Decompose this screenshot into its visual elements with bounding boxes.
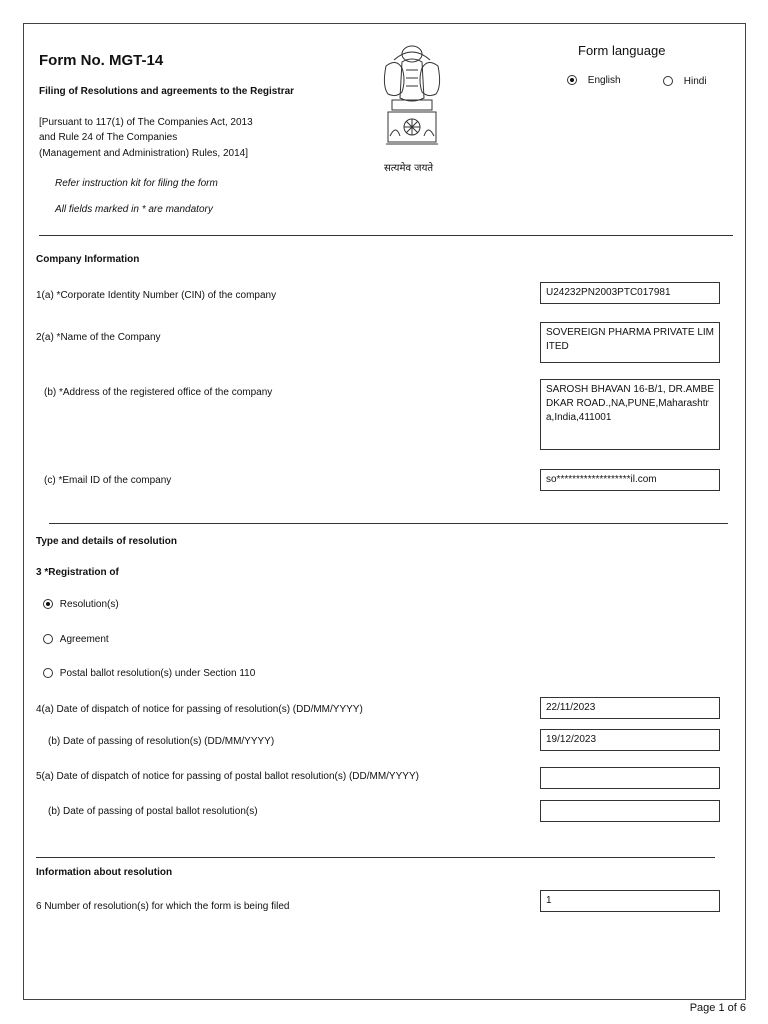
radio-agreement[interactable] bbox=[43, 634, 53, 644]
address-field[interactable]: SAROSH BHAVAN 16-B/1, DR.AMBEDKAR ROAD.,NA,PUNE,Maharashtra,India,411001 bbox=[540, 379, 720, 450]
instruction-note: Refer instruction kit for filing the form bbox=[55, 178, 218, 189]
pursuant-line-2: and Rule 24 of The Companies bbox=[39, 132, 178, 143]
divider-3 bbox=[36, 857, 715, 858]
radio-resolution[interactable] bbox=[43, 599, 53, 609]
language-option-hindi[interactable] bbox=[663, 76, 707, 87]
resolution-heading: Type and details of resolution bbox=[36, 536, 177, 547]
radio-english[interactable] bbox=[567, 75, 577, 85]
postal-dispatch-date-field[interactable] bbox=[540, 767, 720, 789]
registration-option-postal-ballot[interactable] bbox=[43, 668, 255, 679]
address-label: (b) *Address of the registered office of the company bbox=[44, 387, 273, 398]
option-agreement-label: Agreement bbox=[59, 634, 109, 645]
language-english-label: English bbox=[587, 75, 621, 86]
passing-date-label: (b) Date of passing of resolution(s) (DD/MM/YYYY) bbox=[48, 736, 275, 747]
passing-date-field[interactable]: 19/12/2023 bbox=[540, 729, 720, 751]
email-label: (c) *Email ID of the company bbox=[44, 475, 172, 486]
resolution-count-field[interactable]: 1 bbox=[540, 890, 720, 912]
dispatch-date-field[interactable]: 22/11/2023 bbox=[540, 697, 720, 719]
pursuant-line-1: [Pursuant to 117(1) of The Companies Act, 2013 bbox=[39, 117, 253, 128]
postal-dispatch-date-label: 5(a) Date of dispatch of notice for passing of postal ballot resolution(s) (DD/MM/YYYY) bbox=[36, 771, 419, 782]
language-hindi-label: Hindi bbox=[683, 76, 707, 87]
company-name-label: 2(a) *Name of the Company bbox=[36, 332, 161, 343]
divider-2 bbox=[49, 523, 728, 524]
radio-hindi[interactable] bbox=[663, 76, 673, 86]
company-info-heading: Company Information bbox=[36, 254, 140, 265]
form-language-label: Form language bbox=[578, 43, 666, 58]
form-subtitle: Filing of Resolutions and agreements to the Registrar bbox=[39, 86, 295, 97]
company-name-field[interactable]: SOVEREIGN PHARMA PRIVATE LIMITED bbox=[540, 322, 720, 363]
language-option-english[interactable] bbox=[567, 75, 621, 86]
registration-option-agreement[interactable] bbox=[43, 634, 109, 645]
form-number-title: Form No. MGT-14 bbox=[39, 52, 164, 69]
emblem-caption: सत्यमेव जयते bbox=[384, 163, 434, 174]
mandatory-note: All fields marked in * are mandatory bbox=[55, 204, 213, 215]
option-resolution-label: Resolution(s) bbox=[59, 599, 119, 610]
cin-field[interactable]: U24232PN2003PTC017981 bbox=[540, 282, 720, 304]
registration-label: 3 *Registration of bbox=[36, 567, 119, 578]
cin-label: 1(a) *Corporate Identity Number (CIN) of the company bbox=[36, 290, 277, 301]
divider-1 bbox=[39, 235, 733, 236]
option-postal-ballot-label: Postal ballot resolution(s) under Section 110 bbox=[59, 668, 256, 679]
dispatch-date-label: 4(a) Date of dispatch of notice for passing of resolution(s) (DD/MM/YYYY) bbox=[36, 704, 363, 715]
page-number: Page 1 of 6 bbox=[689, 1002, 746, 1014]
postal-passing-date-label: (b) Date of passing of postal ballot resolution(s) bbox=[48, 806, 258, 817]
resolution-count-label: 6 Number of resolution(s) for which the form is being filed bbox=[36, 901, 290, 912]
postal-passing-date-field[interactable] bbox=[540, 800, 720, 822]
registration-option-resolution[interactable] bbox=[43, 599, 119, 610]
radio-postal-ballot[interactable] bbox=[43, 668, 53, 678]
info-heading: Information about resolution bbox=[36, 867, 173, 878]
national-emblem-icon bbox=[376, 40, 448, 172]
pursuant-line-3: (Management and Administration) Rules, 2014] bbox=[39, 148, 249, 159]
email-field[interactable]: so*******************il.com bbox=[540, 469, 720, 491]
